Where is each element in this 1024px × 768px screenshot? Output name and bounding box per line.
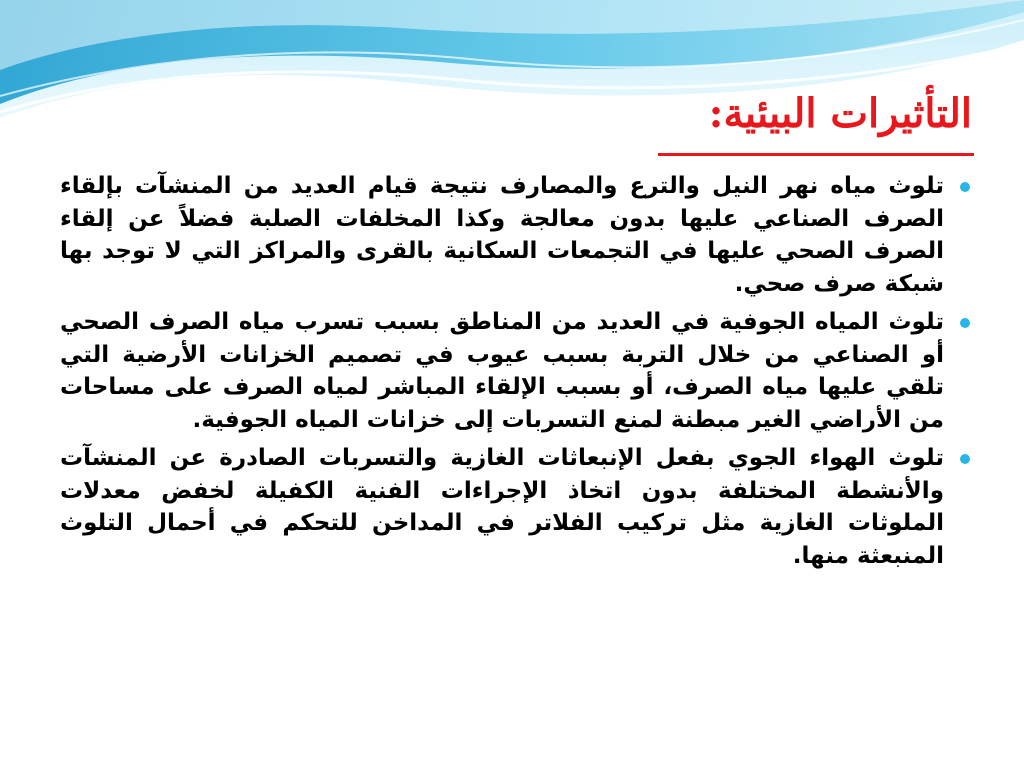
bullet-item-river-pollution [60, 170, 974, 300]
bullet-dot-icon [960, 454, 970, 464]
bullet-list [60, 170, 974, 572]
bullet-item-air-pollution [60, 442, 974, 572]
bullet-text: تلوث مياه نهر النيل والترع والمصارف نتيجة قيام العديد من المنشآت بإلقاء الصرف الصناعي عليها بدون معالجة وكذا المخلفات الصلبة فضلاً عن إلقاء الصرف الصحي عليها في التجمعات السكانية بالقرى والمراكز التي لا توجد بها شبكة صرف صحي. [60, 173, 944, 297]
slide-title: التأثيرات البيئية: [708, 90, 972, 137]
bullet-text: تلوث الهواء الجوي بفعل الإنبعاثات الغازية والتسربات الصادرة عن المنشآت والأنشطة المختلفة بدون اتخاذ الإجراءات الفنية الكفيلة لخفض معدلات الملوثات الغازية مثل تركيب الفلاتر في المداخن للتحكم في أحمال التلوث المنبعثة منها. [60, 445, 944, 569]
bullet-item-groundwater-pollution [60, 306, 974, 436]
slide-content [60, 170, 974, 578]
bullet-dot-icon [960, 182, 970, 192]
bullet-text: تلوث المياه الجوفية في العديد من المناطق بسبب تسرب مياه الصرف الصحي أو الصناعي من خلال التربة بسبب عيوب في تصميم الخزانات الأرضية التي تلقي عليها مياه الصرف، أو بسبب الإلقاء المباشر لمياه الصرف على مساحات من الأراضي الغير مبطنة لمنع التسربات إلى خزانات المياه الجوفية. [60, 309, 944, 433]
title-underline [658, 153, 974, 156]
bullet-dot-icon [960, 318, 970, 328]
